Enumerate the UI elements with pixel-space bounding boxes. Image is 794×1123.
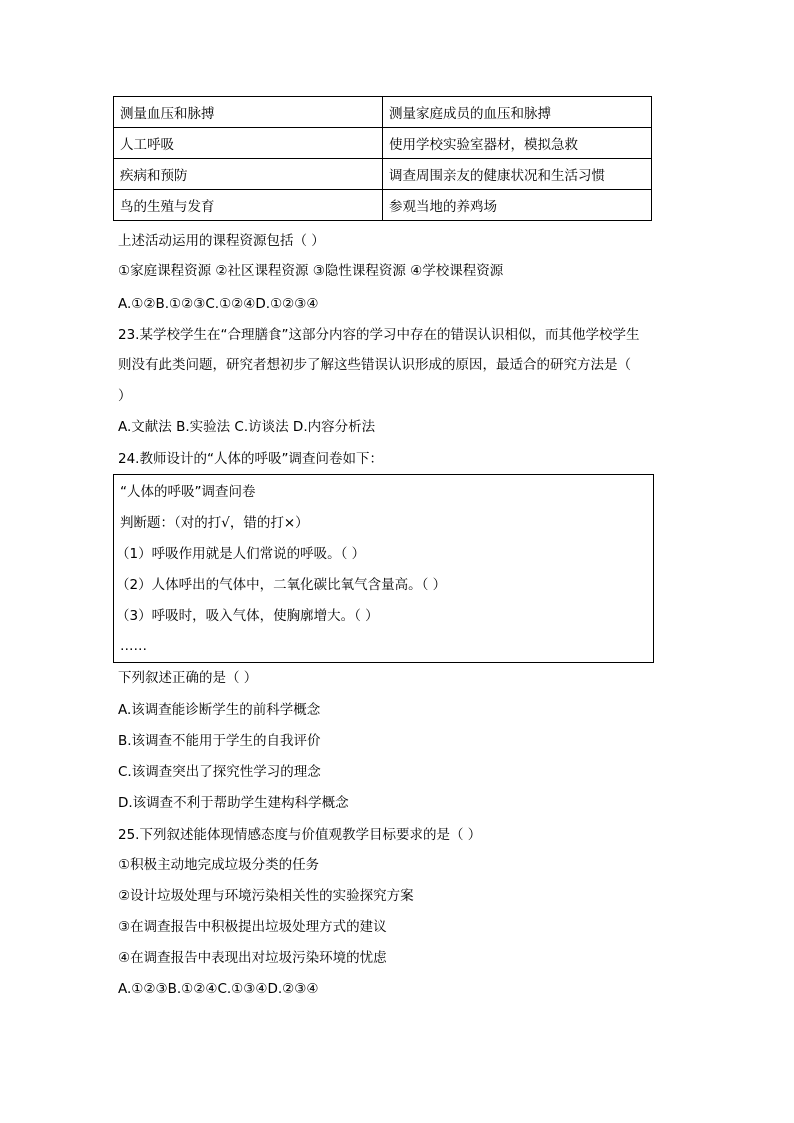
questionnaire-item: （1）呼吸作用就是人们常说的呼吸。（ ） [116,546,366,562]
table-cell: 疾病和预防 [114,159,383,190]
q22-items: ①家庭课程资源 ②社区课程资源 ③隐性课程资源 ④学校课程资源 [118,263,504,279]
q24-option-d: D.该调查不利于帮助学生建构科学概念 [118,795,349,811]
q23-line1: 23.某学校学生在“合理膳食”这部分内容的学习中存在的错误认识相似，而其他学校学生 [118,327,640,343]
q23-line3: ） [118,388,132,404]
q24-stem: 24.教师设计的“人体的呼吸”调查问卷如下： [118,451,383,467]
table-cell: 测量家庭成员的血压和脉搏 [383,97,652,128]
q24-question: 下列叙述正确的是（ ） [118,670,258,686]
table-row [114,128,652,159]
questionnaire-item: （3）呼吸时，吸入气体，使胸廓增大。（ ） [116,608,379,624]
q25-options: A.①②③B.①②④C.①③④D.②③④ [118,981,319,997]
q22-stem: 上述活动运用的课程资源包括（ ） [118,233,325,249]
questionnaire-item: （2）人体呼出的气体中，二氧化碳比氧气含量高。（ ） [116,577,447,593]
q24-option-c: C.该调查突出了探究性学习的理念 [118,764,321,780]
table-cell: 使用学校实验室器材，模拟急救 [383,128,652,159]
q25-item: ①积极主动地完成垃圾分类的任务 [118,857,320,873]
course-resource-table [113,96,652,221]
questionnaire-instruction: 判断题：（对的打√，错的打×） [120,515,309,531]
q24-option-b: B.该调查不能用于学生的自我评价 [118,733,321,749]
table-cell: 参观当地的养鸡场 [383,190,652,221]
q25-item: ④在调查报告中表现出对垃圾污染环境的忧虑 [118,950,387,966]
q22-options: A.①②B.①②③C.①②④D.①②③④ [118,296,319,312]
questionnaire-ellipsis: …… [120,638,147,654]
questionnaire-title: “人体的呼吸”调查问卷 [120,484,256,500]
q25-item: ②设计垃圾处理与环境污染相关性的实验探究方案 [118,888,414,904]
table-row [114,190,652,221]
q24-option-a: A.该调查能诊断学生的前科学概念 [118,702,321,718]
table-cell: 调查周围亲友的健康状况和生活习惯 [383,159,652,190]
table-cell: 人工呼吸 [114,128,383,159]
table-cell: 鸟的生殖与发育 [114,190,383,221]
q25-stem: 25.下列叙述能体现情感态度与价值观教学目标要求的是（ ） [118,827,482,843]
table-row [114,97,652,128]
q23-line2: 则没有此类问题，研究者想初步了解这些错误认识形成的原因，最适合的研究方法是（ [118,357,631,373]
questionnaire-box [113,474,654,663]
q23-options: A.文献法 B.实验法 C.访谈法 D.内容分析法 [118,419,376,435]
table-cell: 测量血压和脉搏 [114,97,383,128]
q25-item: ③在调查报告中积极提出垃圾处理方式的建议 [118,919,387,935]
table-row [114,159,652,190]
